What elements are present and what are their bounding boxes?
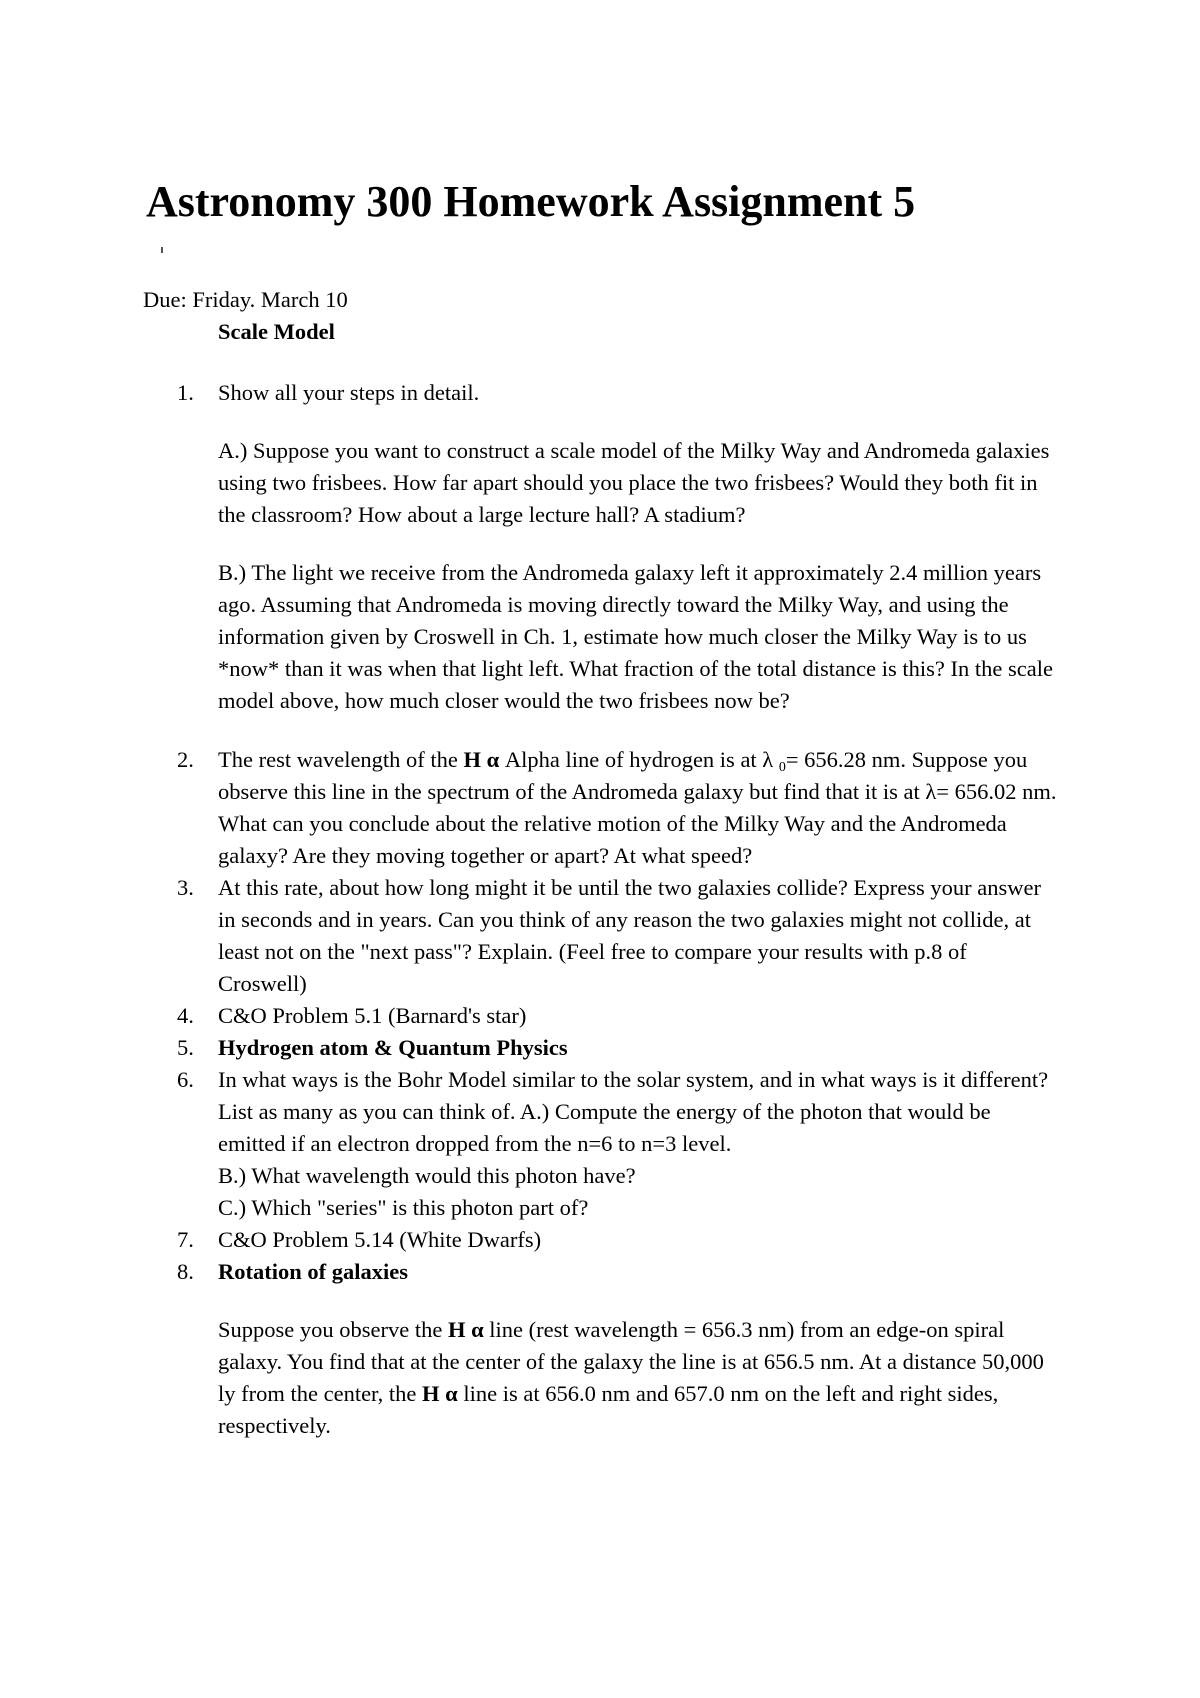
- question-1-intro: Show all your steps in detail.: [218, 380, 480, 405]
- question-8-text: [218, 1314, 1058, 1442]
- question-5-bold-text: Hydrogen atom & Quantum Physics: [218, 1035, 568, 1060]
- question-number: 7.: [177, 1227, 194, 1252]
- lambda-subscript: 0: [778, 760, 786, 775]
- h-alpha-symbol: H α: [422, 1381, 458, 1406]
- question-number: 4.: [177, 1003, 194, 1028]
- question-8-text-mid: line (rest wavelength = 656.3 nm) from an edge-on spiral galaxy. You find that at the center of the galaxy the line is at 656.5 nm. At a distance 50,000 ly from the center, the: [218, 1317, 1044, 1406]
- question-number: 3.: [177, 875, 194, 900]
- question-8-bold-heading: Rotation of galaxies: [218, 1259, 408, 1284]
- question-list: [0, 377, 1200, 1442]
- question-6: [0, 1064, 1058, 1224]
- question-8-text-end: line is at 656.0 nm and 657.0 nm on the left and right sides, respectively.: [218, 1381, 999, 1438]
- question-number: 6.: [177, 1067, 194, 1092]
- question-6-text: In what ways is the Bohr Model similar to the solar system, and in what ways is it different? List as many as you can think of. A.) Compute the energy of the photon that would be emitted if an electron dropped from the n=6 to n=3 level.: [218, 1067, 1049, 1156]
- stray-mark: [161, 247, 163, 253]
- h-alpha-symbol: H α: [463, 747, 500, 772]
- question-3: [0, 872, 1058, 1000]
- question-1-part-b: B.) The light we receive from the Andromeda galaxy left it approximately 2.4 million years ago. Assuming that Andromeda is moving directly toward the Milky Way, and using the information given by Croswell in Ch. 1, estimate how much closer the Milky Way is to us *now* than it was when that light left. What fraction of the total distance is this? In the scale model above, how much closer would the two frisbees now be?: [218, 560, 1053, 713]
- question-1: [0, 377, 1058, 717]
- question-5: [0, 1032, 1058, 1064]
- page-title: Astronomy 300 Homework Assignment 5: [146, 177, 916, 226]
- due-date: Due: Friday. March 10: [143, 287, 348, 312]
- question-2-text-end: = 656.28 nm. Suppose you observe this line in the spectrum of the Andromeda galaxy but find that it is at λ= 656.02 nm. What can you conclude about the relative motion of the Milky Way and the Andromeda galaxy? Are they moving together or apart? At what speed?: [218, 747, 1057, 868]
- question-4-text: C&O Problem 5.1 (Barnard's star): [218, 1003, 527, 1028]
- question-number: 5.: [177, 1035, 194, 1060]
- question-6-part-b: B.) What wavelength would this photon have?: [218, 1163, 636, 1188]
- question-8-text-start: Suppose you observe the: [218, 1317, 448, 1342]
- question-7-text: C&O Problem 5.14 (White Dwarfs): [218, 1227, 542, 1252]
- question-2-text-mid: Alpha line of hydrogen is at λ: [499, 747, 779, 772]
- question-6-part-c: C.) Which "series" is this photon part of?: [218, 1195, 589, 1220]
- question-number: 1.: [177, 380, 194, 405]
- question-8-heading: [218, 1256, 1058, 1288]
- h-alpha-symbol: H α: [447, 1317, 484, 1342]
- question-2-text-start: The rest wavelength of the: [218, 747, 464, 772]
- question-1-part-a: A.) Suppose you want to construct a scale model of the Milky Way and Andromeda galaxies using two frisbees. How far apart should you place the two frisbees? Would they both fit in the classroom? How about a large lecture hall? A stadium?: [218, 438, 1050, 527]
- question-number: 8.: [177, 1259, 194, 1284]
- question-8: [0, 1256, 1058, 1442]
- question-2-text: [218, 744, 1058, 872]
- question-2: [0, 744, 1058, 872]
- question-3-text: At this rate, about how long might it be until the two galaxies collide? Express your answer in seconds and in years. Can you think of any reason the two galaxies might not collide, at least not on the "next pass"? Explain. (Feel free to compare your results with p.8 of Croswell): [218, 875, 1041, 996]
- question-4: [0, 1000, 1058, 1032]
- question-7: [0, 1224, 1058, 1256]
- question-5-heading: [218, 1032, 1058, 1064]
- section-heading: Scale Model: [218, 319, 335, 344]
- question-number: 2.: [177, 747, 194, 772]
